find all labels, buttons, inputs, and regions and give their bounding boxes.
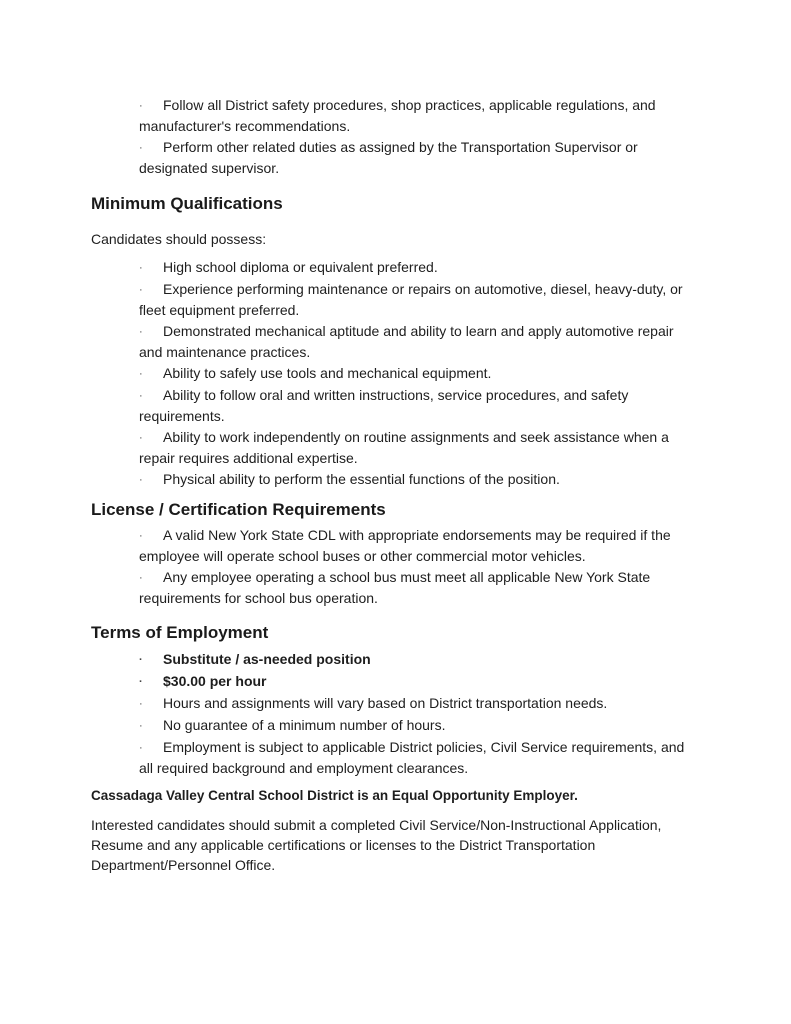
equal-opportunity-statement: Cassadaga Valley Central School District is an Equal Opportunity Employer. [91, 788, 578, 803]
list-item-text: Any employee operating a school bus must meet all applicable New York State requirements for school bus operation. [139, 569, 651, 606]
bullet-dot: · [139, 530, 143, 542]
list-item-text: High school diploma or equivalent preferred. [163, 259, 438, 275]
list-item [0, 95, 699, 136]
list-item-text: Hours and assignments will vary based on District transportation needs. [163, 695, 608, 711]
license-bullet-list [0, 525, 791, 609]
bullet-dot: · [139, 572, 143, 584]
list-item-text: Demonstrated mechanical aptitude and ability to learn and apply automotive repair and maintenance practices. [139, 323, 674, 360]
bullet-dot: · [139, 284, 143, 296]
bullet-dot: · [139, 676, 143, 688]
section-heading-minimum-qualifications: Minimum Qualifications [91, 194, 283, 213]
list-item [0, 567, 699, 608]
min-qual-bullet-list [0, 257, 791, 491]
min-qual-intro: Candidates should possess: [91, 231, 267, 247]
list-item [0, 649, 699, 670]
list-item-text: No guarantee of a minimum number of hours. [163, 717, 446, 733]
list-item [0, 363, 699, 384]
section-heading-license-certification: License / Certification Requirements [91, 500, 386, 519]
list-item [0, 693, 699, 714]
list-item [0, 321, 699, 362]
bullet-dot: · [139, 474, 143, 486]
closing-paragraph: Interested candidates should submit a completed Civil Service/Non-Instructional Application, Resume and any applicable certifications or licenses to the District Transportation Department/Personnel Office. [91, 817, 662, 873]
bullet-dot: · [139, 262, 143, 274]
list-item-text: Physical ability to perform the essential functions of the position. [163, 471, 560, 487]
list-item-text: Perform other related duties as assigned by the Transportation Supervisor or designated supervisor. [139, 139, 638, 176]
list-item-text: Follow all District safety procedures, shop practices, applicable regulations, and manufacturer's recommendations. [139, 97, 656, 134]
list-item [0, 671, 699, 692]
top-bullet-list [0, 95, 791, 179]
terms-bullet-list [0, 649, 791, 779]
list-item-text: Experience performing maintenance or repairs on automotive, diesel, heavy-duty, or fleet equipment preferred. [139, 281, 683, 318]
bullet-dot: · [139, 390, 143, 402]
list-item-text: Ability to safely use tools and mechanical equipment. [163, 365, 492, 381]
bullet-dot: · [139, 142, 143, 154]
list-item-text: Ability to work independently on routine assignments and seek assistance when a repair requires additional expertise. [139, 429, 669, 466]
bullet-dot: · [139, 326, 143, 338]
list-item [0, 469, 699, 490]
list-item-text: $30.00 per hour [163, 673, 267, 689]
bullet-dot: · [139, 432, 143, 444]
bullet-dot: · [139, 698, 143, 710]
list-item [0, 525, 699, 566]
list-item-text: A valid New York State CDL with appropriate endorsements may be required if the employee will operate school buses or other commercial motor vehicles. [139, 527, 671, 564]
list-item [0, 715, 699, 736]
list-item [0, 385, 699, 426]
list-item [0, 257, 699, 278]
bullet-dot: · [139, 720, 143, 732]
bullet-dot: · [139, 654, 143, 666]
list-item-text: Substitute / as-needed position [163, 651, 371, 667]
list-item [0, 737, 699, 778]
bullet-dot: · [139, 742, 143, 754]
bullet-dot: · [139, 368, 143, 380]
list-item [0, 137, 699, 178]
bullet-dot: · [139, 100, 143, 112]
list-item [0, 427, 699, 468]
list-item-text: Employment is subject to applicable District policies, Civil Service requirements, and all required background and employment clearances. [139, 739, 685, 776]
list-item-text: Ability to follow oral and written instructions, service procedures, and safety requirements. [139, 387, 629, 424]
list-item [0, 279, 699, 320]
section-heading-terms-of-employment: Terms of Employment [91, 623, 269, 642]
